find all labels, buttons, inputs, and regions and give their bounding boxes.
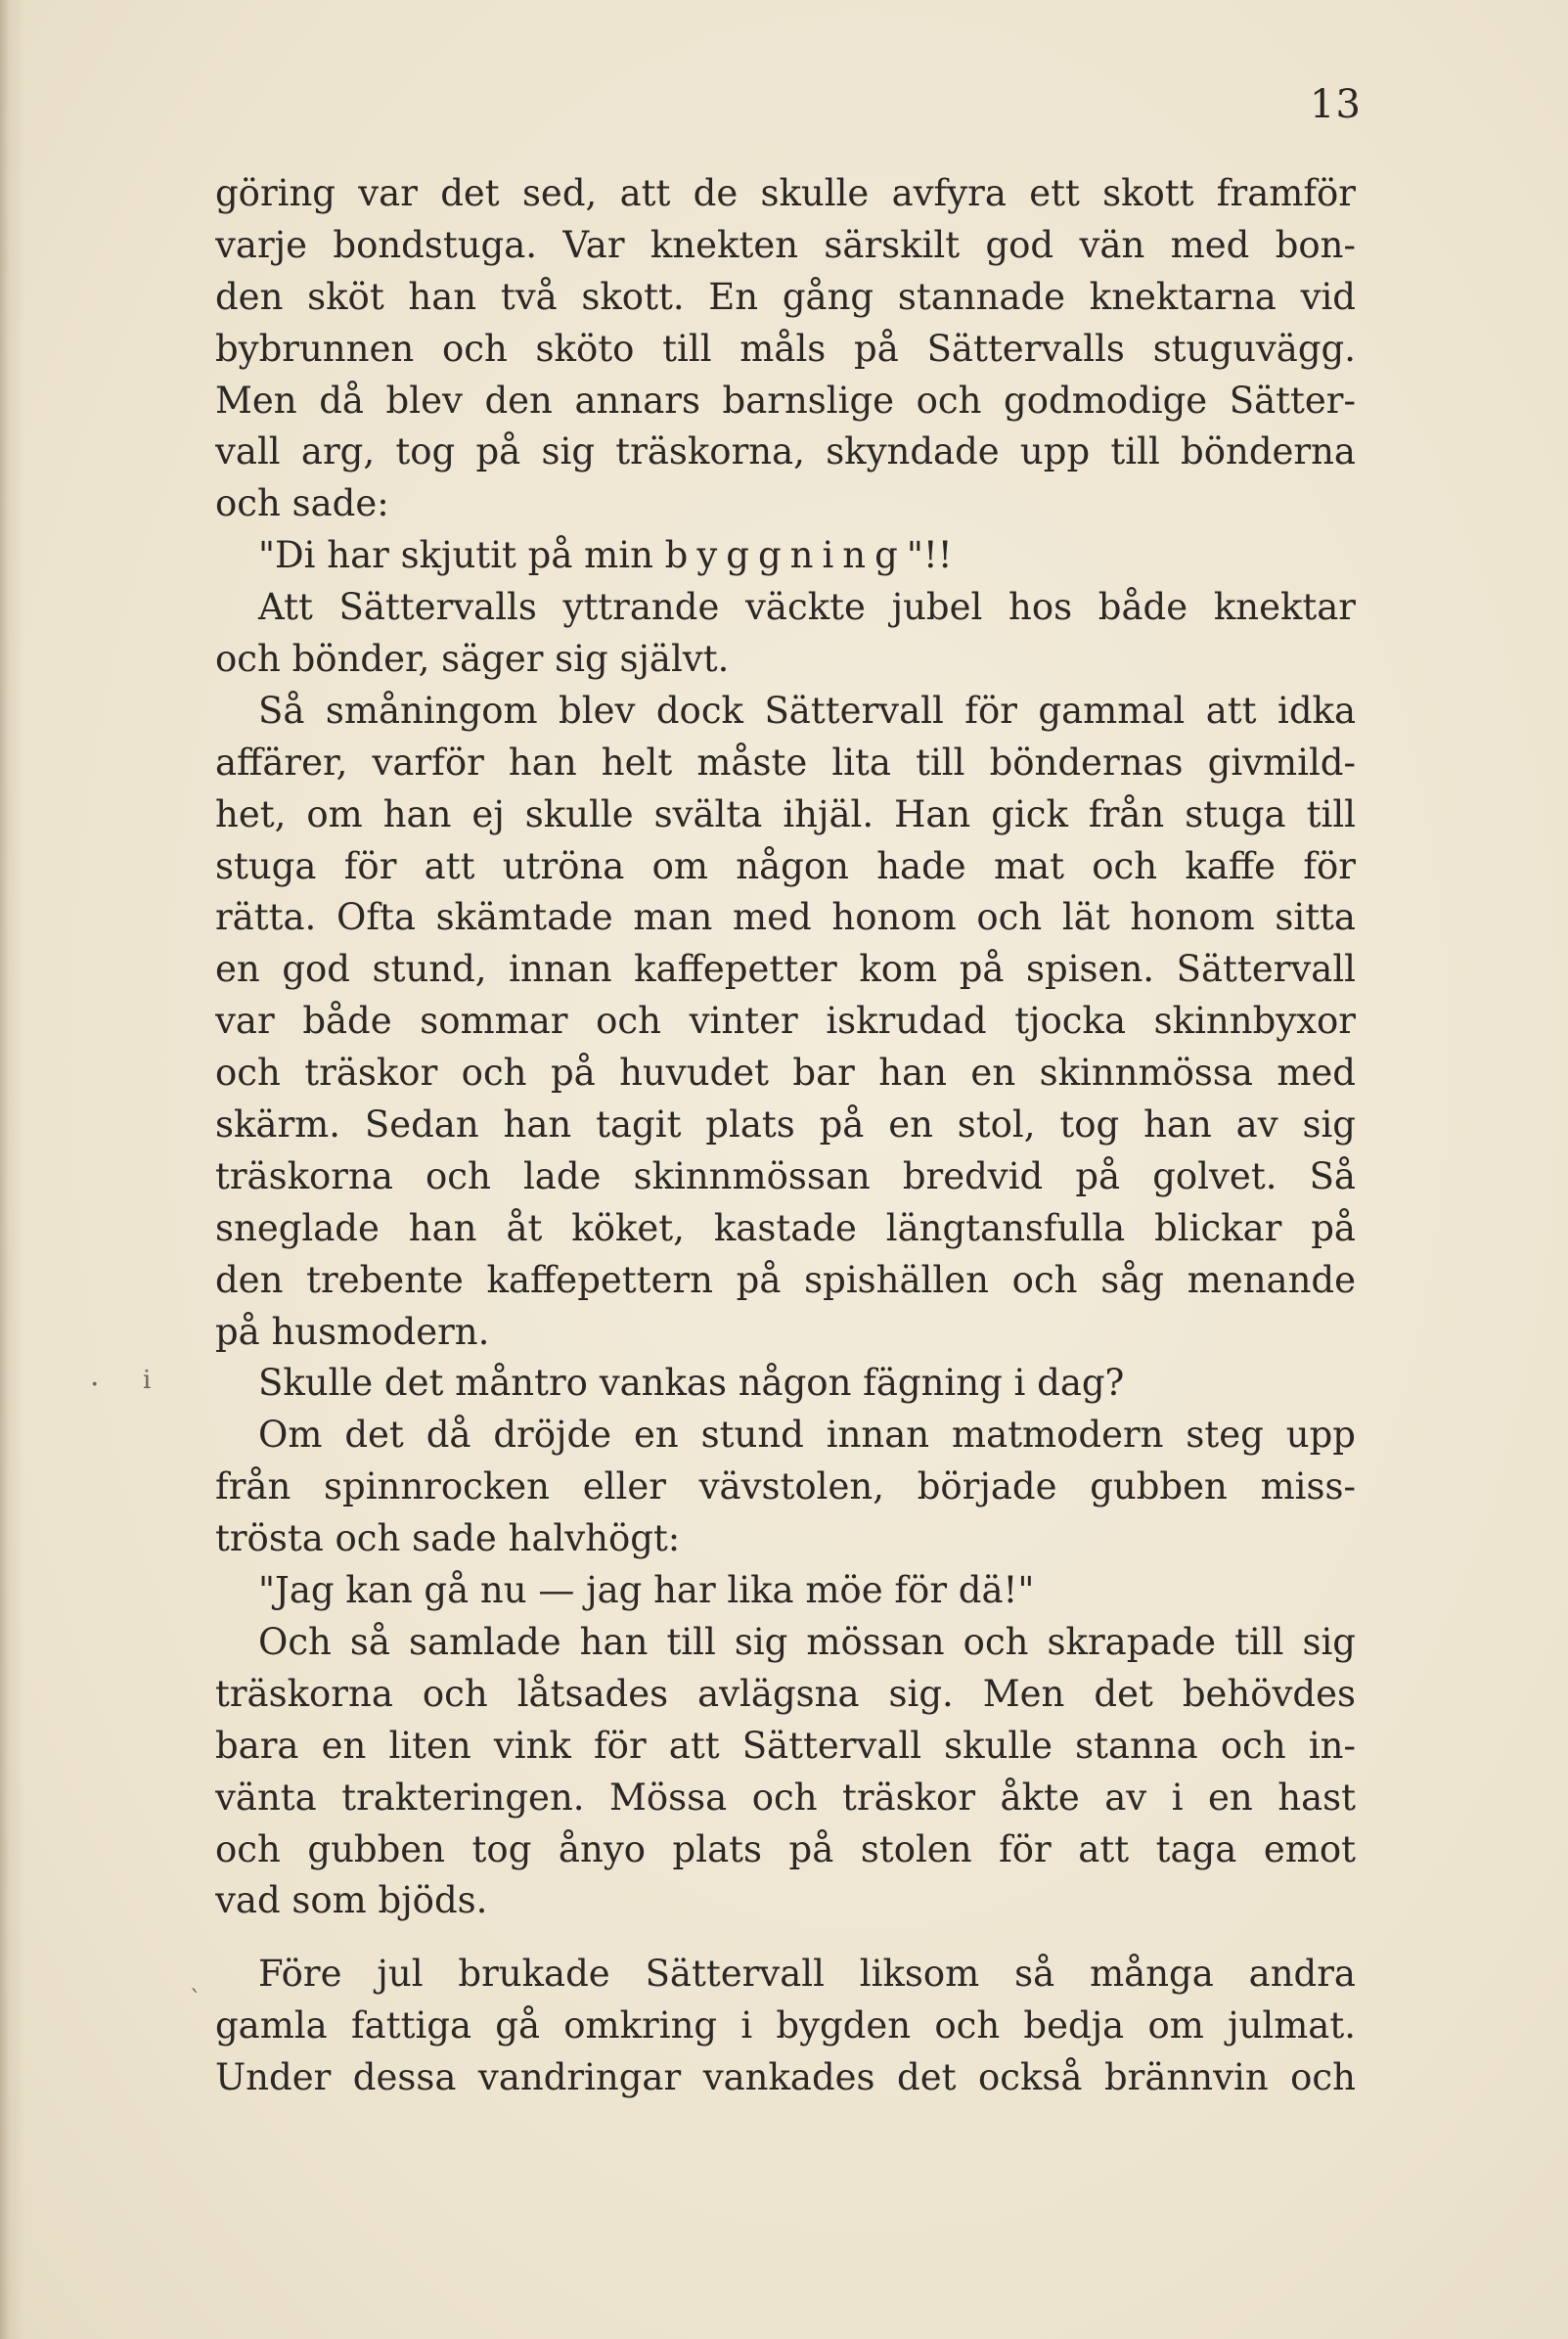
page-number: 13: [1310, 82, 1362, 127]
text-line: bara en liten vink för att Sättervall skulle stanna och in-: [215, 1724, 1356, 1767]
text-line: träskorna och lade skinnmössan bredvid på golvet. Så: [215, 1154, 1356, 1197]
text-line: Under dessa vandringar vankades det också brännvin och: [215, 2056, 1356, 2099]
text-line: träskorna och låtsades avlägsna sig. Men det behövdes: [215, 1672, 1356, 1715]
text-line: Före jul brukade Sättervall liksom så många andra: [258, 1953, 1356, 1996]
text-line: Och så samlade han till sig mössan och skrapade till sig: [258, 1620, 1356, 1663]
body-text: [215, 168, 1356, 2104]
text-segment: "!!: [906, 534, 953, 577]
text-line: bybrunnen och sköto till måls på Sättervalls stuguvägg.: [215, 327, 1356, 370]
text-line: den sköt han två skott. En gång stannade knektarna vid: [215, 275, 1356, 318]
margin-speck: ⅰ: [143, 1366, 152, 1395]
text-line: trösta och sade halvhögt:: [215, 1517, 681, 1560]
text-line: och träskor och på huvudet bar han en skinnmössa med: [215, 1052, 1356, 1095]
text-line: en god stund, innan kaffepetter kom på spisen. Sättervall: [215, 948, 1356, 991]
text-line: rätta. Ofta skämtade man med honom och lät honom sitta: [215, 896, 1356, 939]
text-line: göring var det sed, att de skulle avfyra ett skott framför: [215, 172, 1356, 214]
margin-speck: ·: [90, 1368, 100, 1402]
text-line: Skulle det måntro vankas någon fägning i dag?: [258, 1362, 1125, 1405]
text-line: stuga för att utröna om någon hade mat och kaffe för: [215, 844, 1356, 887]
text-line: vänta trakteringen. Mössa och träskor åkte av i en hast: [215, 1776, 1356, 1819]
text-segment: "Di har skjutit på min: [258, 534, 665, 577]
text-line: var både sommar och vinter iskrudad tjocka skinnbyxor: [215, 1000, 1356, 1043]
text-line: på husmodern.: [215, 1310, 490, 1353]
text-line: sneglade han åt köket, kastade längtansfulla blickar på: [215, 1206, 1356, 1249]
text-line: vad som bjöds.: [215, 1879, 488, 1922]
text-line: Men då blev den annars barnslige och godmodige Sätter-: [215, 379, 1356, 422]
text-line: het, om han ej skulle svälta ihjäl. Han gick från stuga till: [215, 792, 1356, 835]
text-line: [215, 530, 1356, 582]
text-line: den trebente kaffepettern på spishällen och såg menande: [215, 1258, 1356, 1301]
spaced-emphasis: byggning: [664, 534, 907, 577]
text-line: och sade:: [215, 482, 389, 525]
text-line: Att Sättervalls yttrande väckte jubel hos både knektar: [258, 586, 1356, 629]
text-line: vall arg, tog på sig träskorna, skyndade upp till bönderna: [215, 430, 1356, 473]
text-line: "Jag kan gå nu — jag har lika möe för dä!": [258, 1569, 1035, 1612]
text-line: skärm. Sedan han tagit plats på en stol, tog han av sig: [215, 1103, 1356, 1147]
text-line: och bönder, säger sig självt.: [215, 638, 730, 681]
text-line: affärer, varför han helt måste lita till böndernas givmild-: [215, 741, 1356, 784]
text-line: Så småningom blev dock Sättervall för gammal att idka: [258, 689, 1356, 732]
text-line: gamla fattiga gå omkring i bygden och bedja om julmat.: [215, 2004, 1356, 2047]
margin-speck: `: [190, 1986, 202, 2013]
text-line: och gubben tog ånyo plats på stolen för att taga emot: [215, 1827, 1356, 1870]
text-line: från spinnrocken eller vävstolen, började gubben miss-: [215, 1465, 1356, 1508]
text-line: Om det då dröjde en stund innan matmodern steg upp: [258, 1414, 1356, 1457]
text-line: varje bondstuga. Var knekten särskilt god vän med bon-: [215, 223, 1356, 266]
